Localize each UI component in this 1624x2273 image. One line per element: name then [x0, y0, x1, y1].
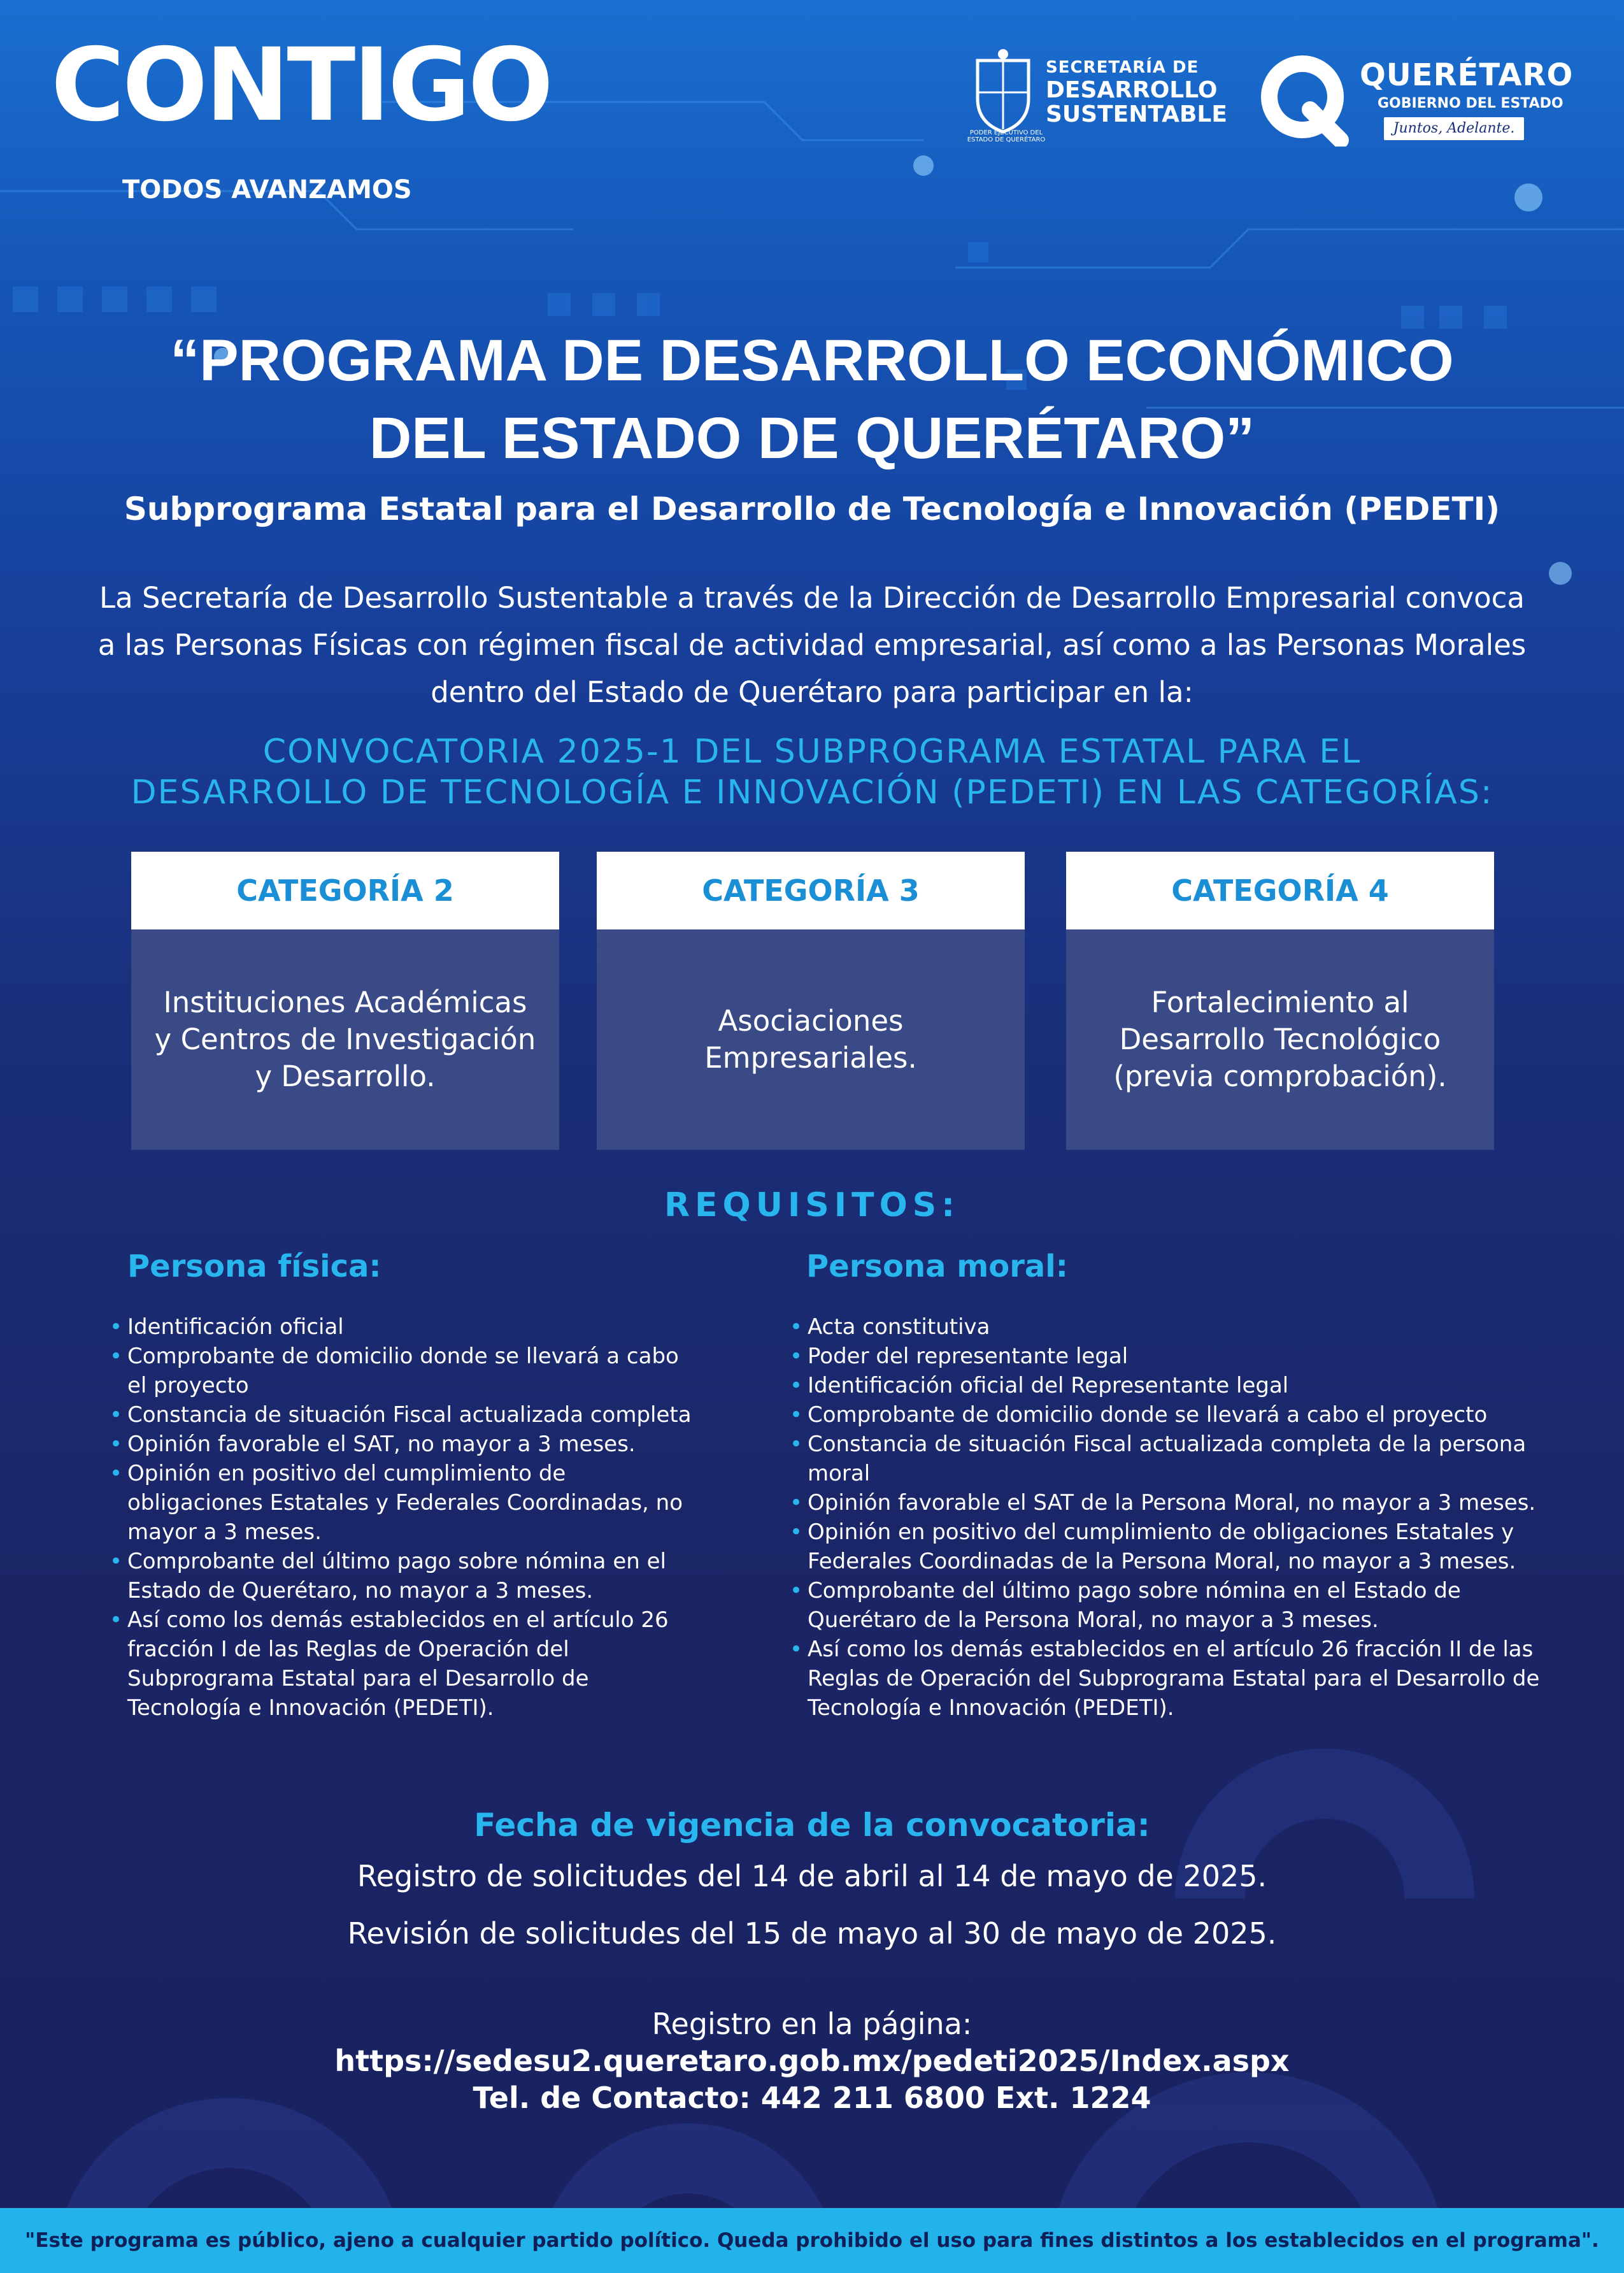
- category-desc-line: Instituciones Académicas: [163, 986, 527, 1019]
- category-description: [1066, 929, 1494, 1150]
- list-item: • Identificación oficial del Representante legal: [790, 1371, 1541, 1400]
- list-item: • Opinión favorable el SAT de la Persona Moral, no mayor a 3 meses.: [790, 1488, 1541, 1517]
- registro-label: Registro en la página:: [652, 2007, 972, 2041]
- category-description: [131, 929, 559, 1150]
- category-title: CATEGORÍA 3: [597, 852, 1025, 929]
- persona-fisica-list: [110, 1312, 702, 1723]
- category-desc-line: y Centros de Investigación: [154, 1022, 536, 1056]
- intro-line2: a las Personas Físicas con régimen fiscal de actividad empresarial, así como a las Personas Morales: [97, 628, 1527, 662]
- vigencia-title: Fecha de vigencia de la convocatoria:: [474, 1807, 1150, 1844]
- page-title: [0, 322, 1624, 477]
- intro-line3: dentro del Estado de Querétaro para participar en la:: [431, 675, 1193, 709]
- convocatoria-line1: CONVOCATORIA 2025-1 DEL SUBPROGRAMA ESTATAL PARA EL: [262, 733, 1362, 771]
- queretaro-subtitle: GOBIERNO DEL ESTADO: [1378, 96, 1563, 111]
- persona-moral-list: [790, 1312, 1541, 1723]
- requisitos-title: REQUISITOS:: [664, 1186, 960, 1224]
- list-item: • Comprobante del último pago sobre nómina en el Estado de Querétaro, no mayor a 3 meses.: [110, 1547, 702, 1605]
- sedesu-logo: [962, 48, 1229, 150]
- category-desc-line: Empresariales.: [704, 1041, 917, 1075]
- queretaro-q-icon: [1258, 51, 1353, 147]
- category-description: [597, 929, 1025, 1150]
- intro-paragraph: [76, 575, 1548, 716]
- shield-caption: PODER EJECUTIVO DEL ESTADO DE QUERÉTARO: [967, 129, 1046, 143]
- queretaro-logo: [1258, 51, 1576, 147]
- page-subtitle: Subprograma Estatal para el Desarrollo de Tecnología e Innovación (PEDETI): [124, 491, 1500, 527]
- list-item: • Acta constitutiva: [790, 1312, 1541, 1342]
- list-item: • Así como los demás establecidos en el artículo 26 fracción I de las Reglas de Operación del Subprograma Estatal para el Desarrollo de Tecnología e Innovación (PEDETI).: [110, 1605, 702, 1723]
- category-desc-line: Fortalecimiento al: [1151, 986, 1409, 1019]
- list-item: • Opinión en positivo del cumplimiento de obligaciones Estatales y Federales Coordinadas, no mayor a 3 meses.: [110, 1459, 702, 1547]
- revision-dates: Revisión de solicitudes del 15 de mayo al 30 de mayo de 2025.: [347, 1916, 1277, 1951]
- list-item: • Comprobante de domicilio donde se llevará a cabo el proyecto: [110, 1342, 702, 1400]
- sedesu-line1: SECRETARÍA DE: [1046, 58, 1199, 77]
- list-item: • Comprobante del último pago sobre nómina en el Estado de Querétaro de la Persona Moral, no mayor a 3 meses.: [790, 1576, 1541, 1635]
- list-item: • Identificación oficial: [110, 1312, 702, 1342]
- category-desc-line: Asociaciones: [718, 1004, 904, 1038]
- title-line1: “PROGRAMA DE DESARROLLO ECONÓMICO: [170, 328, 1454, 393]
- list-item: • Opinión en positivo del cumplimiento de obligaciones Estatales y Federales Coordinadas de la Persona Moral, no mayor a 3 meses.: [790, 1517, 1541, 1576]
- category-desc-line: (previa comprobación).: [1113, 1059, 1447, 1093]
- persona-fisica-heading: Persona física:: [127, 1249, 381, 1284]
- category-card-4: [1066, 852, 1494, 1150]
- list-item: • Poder del representante legal: [790, 1342, 1541, 1371]
- persona-moral-heading: Persona moral:: [806, 1249, 1068, 1284]
- list-item: • Así como los demás establecidos en el artículo 26 fracción II de las Reglas de Operación del Subprograma Estatal para el Desarrollo de Tecnología e Innovación (PEDETI).: [790, 1635, 1541, 1723]
- list-item: • Constancia de situación Fiscal actualizada completa: [110, 1400, 702, 1430]
- contact-phone: Tel. de Contacto: 442 211 6800 Ext. 1224: [473, 2081, 1151, 2115]
- convocatoria-line2: DESARROLLO DE TECNOLOGÍA E INNOVACIÓN (PEDETI) EN LAS CATEGORÍAS:: [131, 773, 1493, 812]
- list-item: • Opinión favorable el SAT, no mayor a 3 meses.: [110, 1430, 702, 1459]
- sedesu-line3: SUSTENTABLE: [1046, 101, 1227, 127]
- contigo-tagline: TODOS AVANZAMOS: [122, 175, 412, 204]
- queretaro-name: QUERÉTARO: [1360, 57, 1574, 93]
- category-title: CATEGORÍA 4: [1066, 852, 1494, 929]
- queretaro-tagline: Juntos, Adelante.: [1384, 117, 1524, 140]
- registro-dates: Registro de solicitudes del 14 de abril al 14 de mayo de 2025.: [357, 1859, 1267, 1893]
- intro-line1: La Secretaría de Desarrollo Sustentable a través de la Dirección de Desarrollo Empresarial convoca: [99, 581, 1525, 615]
- category-title: CATEGORÍA 2: [131, 852, 559, 929]
- registro-url-link[interactable]: https://sedesu2.queretaro.gob.mx/pedeti2025/Index.aspx: [334, 2044, 1290, 2078]
- contigo-logo: [51, 27, 552, 220]
- category-card-3: [597, 852, 1025, 1150]
- legal-footer: "Este programa es público, ajeno a cualquier partido político. Queda prohibido el uso para fines distintos a los establecidos en el programa".: [0, 2208, 1624, 2273]
- category-card-2: [131, 852, 559, 1150]
- category-desc-line: Desarrollo Tecnológico: [1119, 1022, 1441, 1056]
- list-item: • Constancia de situación Fiscal actualizada completa de la persona moral: [790, 1430, 1541, 1488]
- contigo-wordmark: CONTIGO: [51, 27, 552, 144]
- category-desc-line: y Desarrollo.: [255, 1059, 436, 1093]
- convocatoria-heading: [0, 731, 1624, 813]
- sedesu-line2: DESARROLLO: [1046, 77, 1218, 103]
- list-item: • Comprobante de domicilio donde se llevará a cabo el proyecto: [790, 1400, 1541, 1430]
- title-line2: DEL ESTADO DE QUERÉTARO”: [369, 406, 1255, 471]
